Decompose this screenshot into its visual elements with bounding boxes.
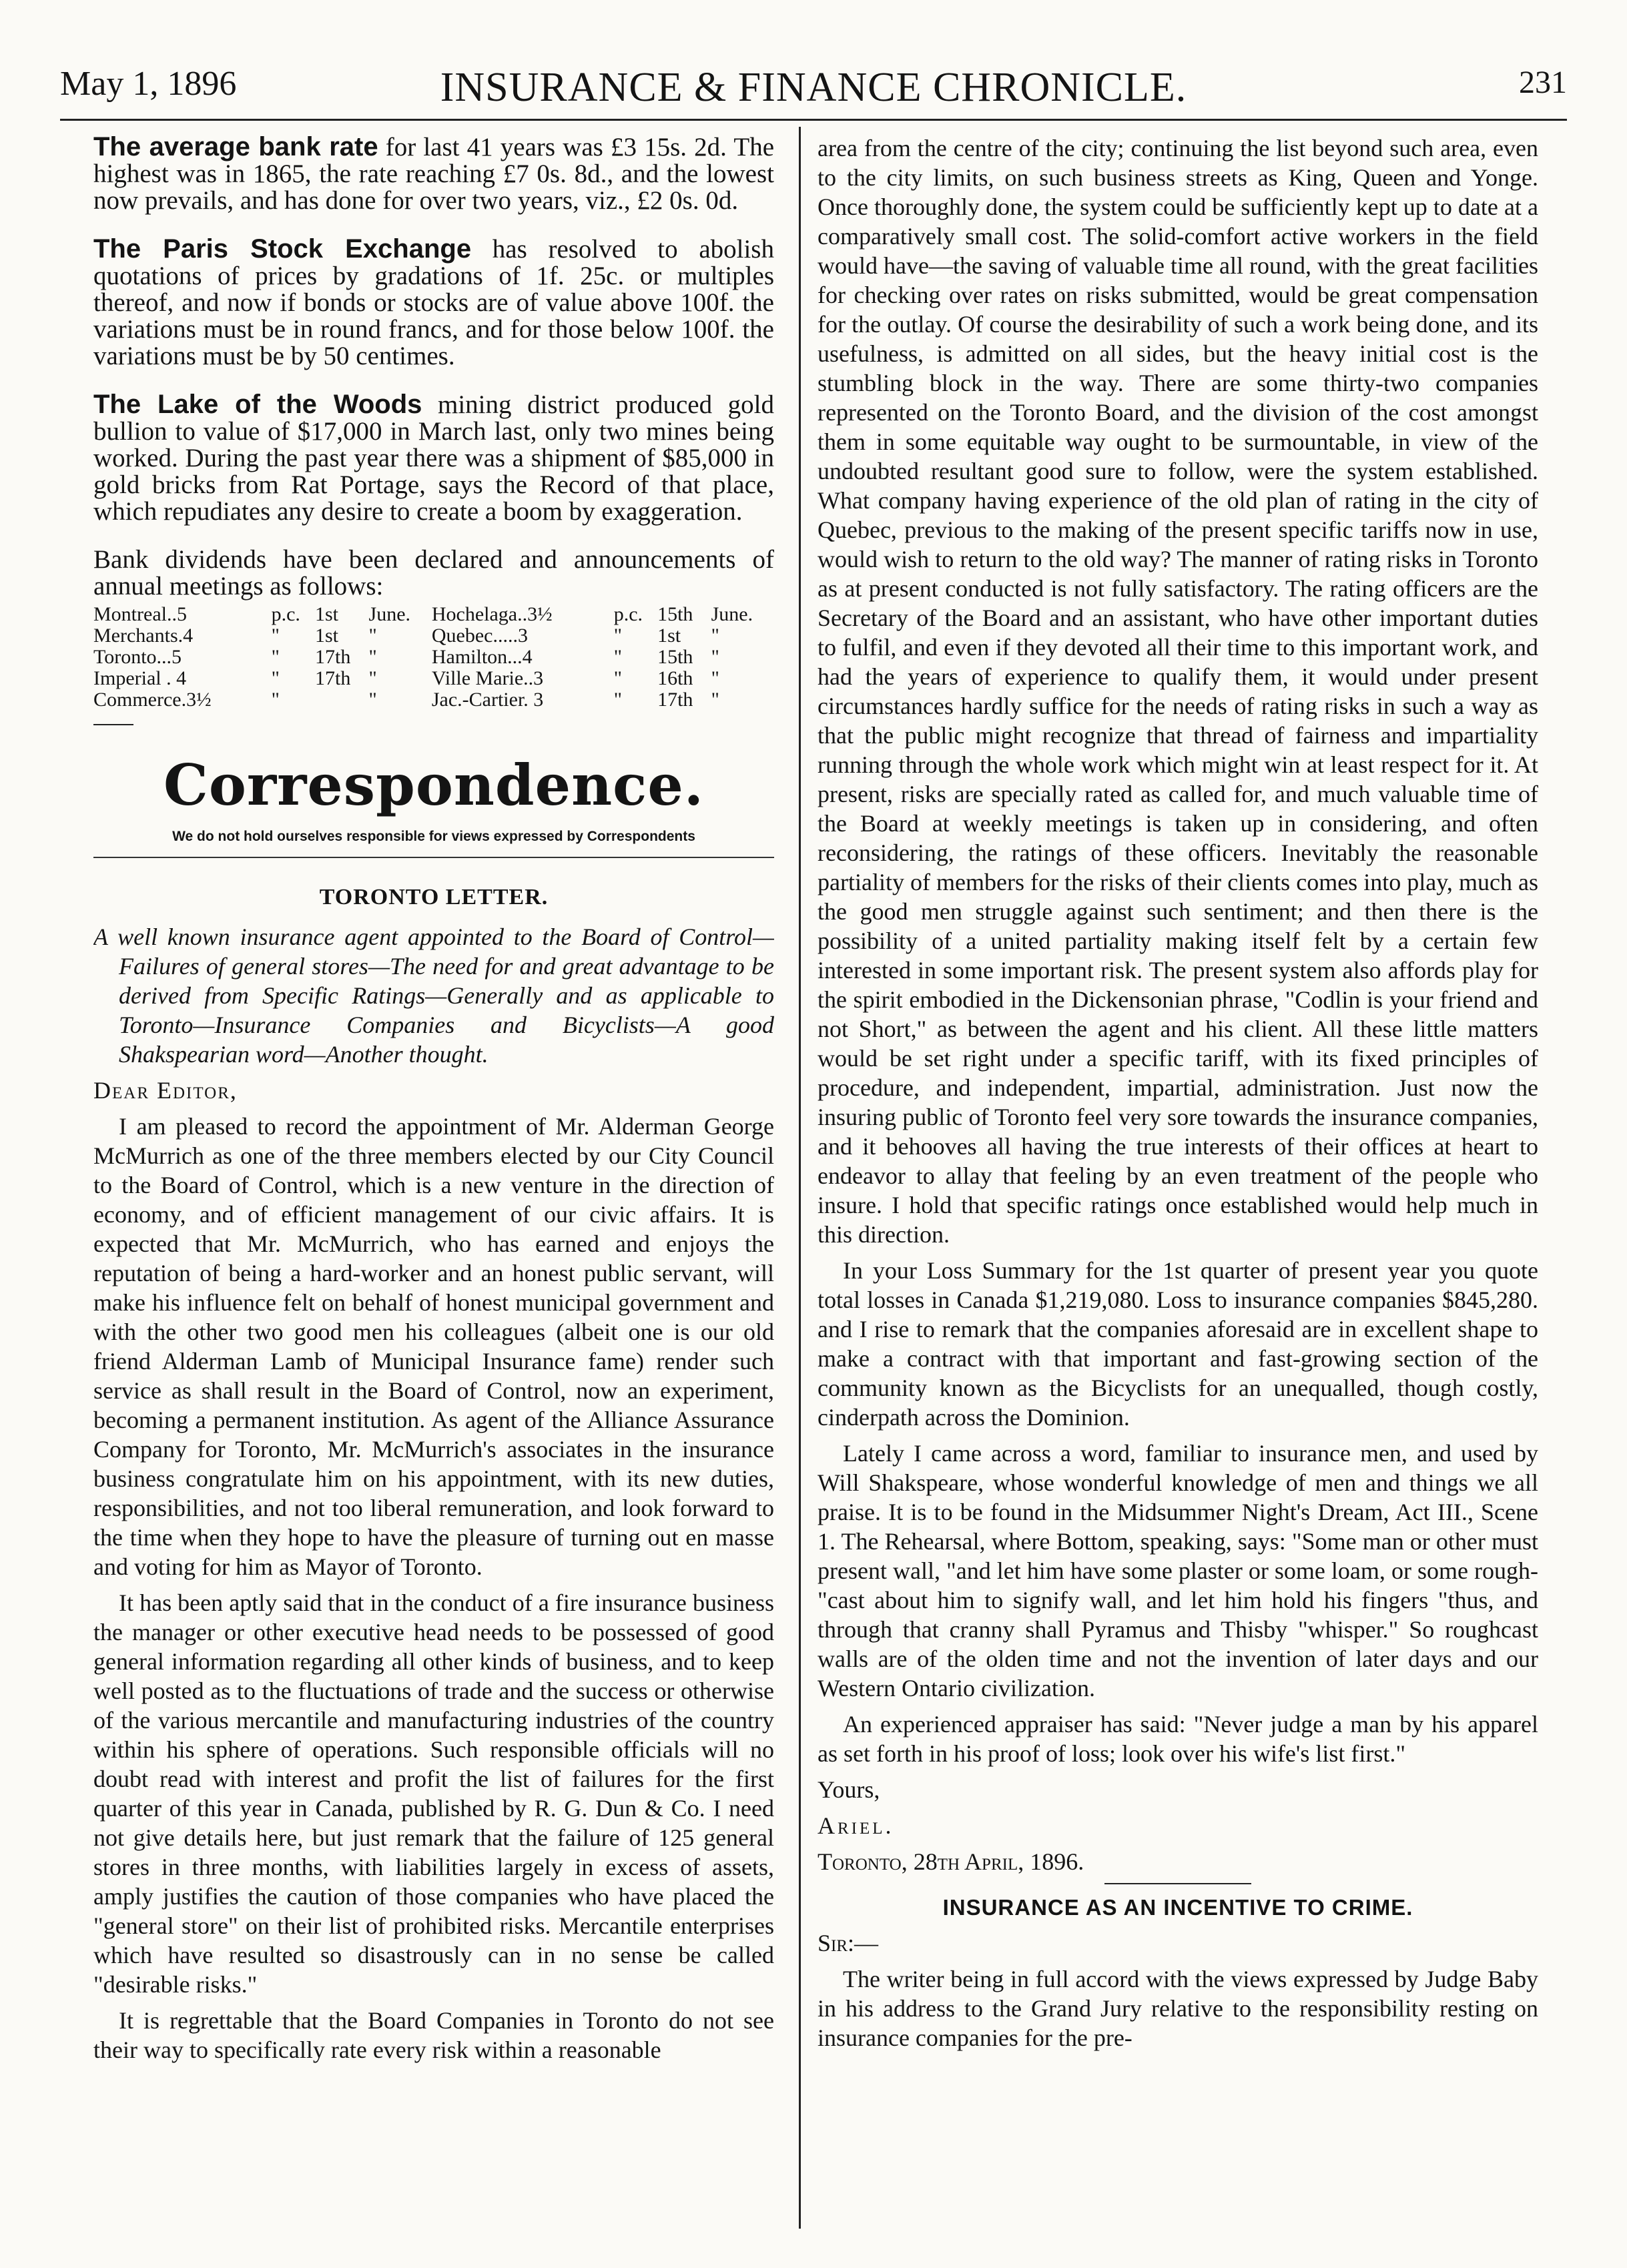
issue-date: May 1, 1896	[60, 65, 237, 103]
paris-body: has resolved to abolish quotations of prices by gradations of 1f. 25c. or multiples thereof, and now if bonds or stocks are of value above 100f. the variations must be in round francs, and for those below 100f. the variations must be by 50 centimes.	[93, 235, 774, 370]
dividend-cell: "	[711, 689, 719, 711]
dividend-row	[93, 604, 774, 625]
dividend-cell: June.	[368, 603, 411, 625]
dividend-cell: "	[613, 667, 622, 689]
dividend-cell: "	[271, 625, 280, 647]
dividend-cell: "	[368, 646, 377, 668]
sir-salutation: Sir:—	[818, 1930, 879, 1956]
letter-paragraph: It is regrettable that the Board Companies in Toronto do not see their way to specifically rate every risk within a reasonable	[93, 2007, 774, 2063]
signoff: Yours,	[818, 1776, 880, 1803]
dividend-cell: "	[271, 646, 280, 668]
dividend-cell	[315, 689, 369, 711]
dividend-cell: 1st	[315, 625, 339, 647]
section-rule	[93, 724, 133, 725]
dividend-cell: "	[368, 667, 377, 689]
dividend-cell: Ville Marie..3	[431, 667, 544, 689]
dividend-cell: "	[613, 646, 622, 668]
page-number: 231	[1519, 65, 1567, 100]
bank-rate-lead: The average bank rate	[93, 133, 378, 161]
dividend-cell: "	[271, 689, 280, 711]
dividend-cell: "	[711, 667, 719, 689]
dividend-row	[93, 689, 774, 711]
dividend-cell: "	[613, 689, 622, 711]
dividend-cell: Hamilton...4	[431, 646, 533, 668]
dividend-cell: p.c.	[613, 603, 643, 625]
dividend-cell: Montreal..5	[93, 603, 187, 625]
dividend-cell: Quebec.....3	[431, 625, 528, 647]
dividend-cell: Merchants.4	[93, 625, 194, 647]
dividend-cell: Imperial . 4	[93, 667, 187, 689]
publication-title: INSURANCE & FINANCE CHRONICLE.	[440, 65, 1187, 110]
letter-paragraph: In your Loss Summary for the 1st quarter of present year you quote total losses in Canada $1,219,080. Loss to insurance companies $845,280. and I rise to remark that the companies aforesaid are in excellent shape to make a contract with that important and fast-growing section of the community known as the Bicyclists for an unequalled, though costly, cinderpath across the Dominion.	[818, 1257, 1538, 1431]
woods-body: mining district produced gold bullion to value of $17,000 in March last, only two mines being worked. During the past year there was a shipment of $85,000 in gold bricks from Rat Portage, says the Record of that place, which repudiates any desire to create a boom by exaggeration.	[93, 390, 774, 526]
dividend-cell: 17th	[657, 689, 693, 711]
dividend-cell: 1st	[657, 625, 681, 647]
bank-rate-body: for last 41 years was £3 15s. 2d. The highest was in 1865, the rate reaching £7 0s. 8d., and the lowest now prevails, and has done for over two years, viz., £2 0s. 0d.	[93, 133, 774, 215]
dividend-cell: 1st	[315, 603, 339, 625]
dateline: Toronto, 28th April, 1896.	[818, 1848, 1084, 1875]
letter-paragraph: Lately I came across a word, familiar to insurance men, and used by Will Shakspeare, whose wonderful knowledge of men and things we all praise. It is to be found in the Midsummer Night's Dream, Act III., Scene 1. The Rehearsal, where Bottom, speaking, says: "Some man or other must present wall, "and let him have some plaster or some loam, or some rough-"cast about him to signify wall, and let him hold his fingers "thus, and through that cranny shall Pyramus and Thisby "whisper." So roughcast walls are of the olden time and not the invention of later days and our Western Ontario civilization.	[818, 1440, 1538, 1702]
correspondence-rule	[93, 857, 774, 858]
dividend-cell: "	[711, 625, 719, 647]
dividend-cell: 16th	[657, 667, 693, 689]
dividend-cell: "	[271, 667, 280, 689]
page-header	[60, 64, 1567, 117]
dividend-cell: p.c.	[271, 603, 300, 625]
dividend-cell: "	[368, 689, 377, 711]
letter-paragraph: area from the centre of the city; continuing the list beyond such area, even to the city limits, on such business streets as King, Queen and Yonge. Once thoroughly done, the system could be sufficiently kept up to date at a comparatively small cost. The solid-comfort active workers in the field would have—the saving of valuable time all round, with the great facilities for checking over rates on risks submitted, would be great compensation for the outlay. Of course the desirability of such a work being done, and its usefulness, is admitted on all sides, but the heavy initial cost is the stumbling block in the way. There are some thirty-two companies represented on the Toronto Board, and the division of the cost amongst them in some equitable way ought to be surmountable, in view of the undoubted resultant good sure to follow, were the system established. What company having experience of the old plan of rating in the city of Quebec, previous to the making of the present specific tariffs now in use, would wish to return to the old way? The manner of rating risks in Toronto as at present conducted is not fully satisfactory. The rating officers are the Secretary of the Board and an assistant, who have other important duties to fulfil, and even if they devoted all their time to this important work, and had the years of experience to qualify them, it would under present circumstances hardly suffice for the needs of rating risks in such a way as that the public might recognize that thread of fairness and impartiality running through the whole work which might win at least respect for it. At present, risks are specially rated as called for, and much valuable time of the Board at weekly meetings is taken up in considering, and often reconsidering, the ratings of these officers. Inevitably the reasonable partiality of members for the risks of their clients comes into play, much as the good men struggle against such sentiment; and then there is the possibility of a united partiality making itself felt by a certain few interested in some important risk. The present system also affords play for the spirit embodied in the Dickensonian phrase, "Codlin is your friend and not Short," as between the agent and his client. All these little matters would be set right under a specific tariff, with its fixed principles of procedure, and independent, impartial, administration. Just now the insuring public of Toronto feel very sore towards the insurance companies, and it behooves all having the true interests of their offices at heart to endeavor to allay that feeling by an even treatment of the people who insure. I hold that specific ratings once established would help much in this direction.	[818, 135, 1538, 1248]
letter-paragraph: It has been aptly said that in the conduct of a fire insurance business the manager or other executive head needs to be possessed of good general information regarding all other kinds of business, and to keep well posted as to the fluctuations of trade and the success or otherwise of the various mercantile and manufacturing industries of the country within his sphere of operations. Such responsible officials will no doubt read with interest and profit the list of failures for the first quarter of this year in Canada, published by R. G. Dun & Co. I need not give details here, but just remark that the failure of 125 general stores in three months, with liabilities largely in excess of assets, amply justifies the caution of those companies who have placed the "general store" on their list of prohibited risks. Mercantile enterprises which have resulted so disastrously can in no sense be called "desirable risks."	[93, 1589, 774, 1998]
salutation: Dear Editor,	[93, 1077, 238, 1104]
dividend-cell: Hochelaga..3½	[431, 603, 553, 625]
dividend-cell: Toronto...5	[93, 646, 182, 668]
dividend-cell: 17th	[315, 667, 351, 689]
woods-paragraph	[93, 391, 774, 525]
dividend-cell: "	[368, 625, 377, 647]
dividend-row	[93, 668, 774, 689]
left-column	[93, 133, 774, 2255]
dividend-row	[93, 625, 774, 647]
dividend-cell: 15th	[657, 603, 693, 625]
bank-rate-paragraph	[93, 133, 774, 214]
woods-lead: The Lake of the Woods	[93, 390, 422, 419]
paris-paragraph	[93, 236, 774, 370]
paris-lead: The Paris Stock Exchange	[93, 234, 472, 264]
dividend-row	[93, 647, 774, 668]
column-divider	[799, 127, 801, 2229]
dividend-cell: "	[711, 646, 719, 668]
header-rule	[60, 119, 1567, 121]
signature: Ariel.	[818, 1812, 894, 1839]
letter-paragraph: I am pleased to record the appointment of Mr. Alderman George McMurrich as one of the three members elected by our City Council to the Board of Control, which is a new venture in the direction of economy, and of efficient management of our civic affairs. It is expected that Mr. McMurrich, who has earned and enjoys the reputation of being a hard-worker and an honest public servant, will make his influence felt on behalf of honest municipal government and with the other two good men his colleagues (albeit one is our old friend Alderman Lamb of Municipal Insurance fame) render such service as shall result in the Board of Control, now an experiment, becoming a permanent institution. As agent of the Alliance Assurance Company for Toronto, Mr. McMurrich's associates in the insurance business congratulate him on his appointment, with its new duties, responsibilities, and not too liberal remuneration, and look forward to the time when they hope to have the pleasure of turning out en masse and voting for him as Mayor of Toronto.	[93, 1113, 774, 1580]
dividends-intro: Bank dividends have been declared and announcements of annual meetings as follows:	[93, 545, 774, 601]
right-column	[818, 133, 1538, 2255]
correspondence-heading: Correspondence.	[163, 752, 705, 818]
dividend-cell: Jac.-Cartier. 3	[431, 689, 544, 711]
dividend-cell: 15th	[657, 646, 693, 668]
toronto-letter-title: TORONTO LETTER.	[319, 885, 549, 909]
dividends-table	[93, 604, 774, 711]
crime-article-title: INSURANCE AS AN INCENTIVE TO CRIME.	[942, 1895, 1413, 1920]
letter-paragraph: An experienced appraiser has said: "Never judge a man by his apparel as set forth in his proof of loss; look over his wife's list first."	[818, 1711, 1538, 1767]
crime-paragraph: The writer being in full accord with the views expressed by Judge Baby in his address to the Grand Jury relative to the responsibility resting on insurance companies for the pre-	[818, 1966, 1538, 2051]
letter-summary: A well known insurance agent appointed to the Board of Control—Failures of general stores—The need for and great advantage to be derived from Specific Ratings—Generally and as applicable to Toronto—Insurance Companies and Bicyclists—A good Shakspearian word—Another thought.	[93, 923, 774, 1068]
dividend-cell: "	[613, 625, 622, 647]
dividend-cell: Commerce.3½	[93, 689, 212, 711]
correspondents-disclaimer: We do not hold ourselves responsible for views expressed by Correspondents	[172, 829, 695, 844]
section-rule	[1104, 1883, 1251, 1884]
dividend-cell: June.	[711, 603, 753, 625]
dividend-cell: 17th	[315, 646, 351, 668]
